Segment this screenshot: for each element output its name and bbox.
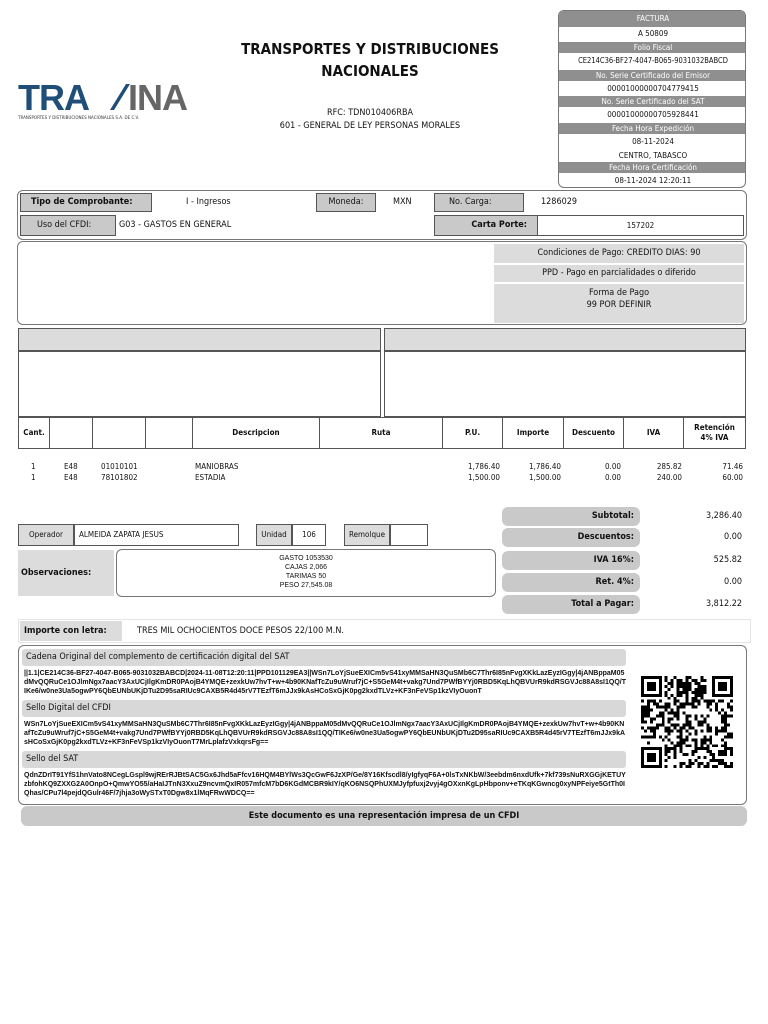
col-descuento: Descuento [564, 417, 624, 449]
cadena-original: ||1.1|CE214C36-BF27-4047-B065-9031032BABCD|2024-11-08T12:20:11|PPD101129EA3||WSn7LoYjSueEXICm5vS41xyMMSaHN3QuSMb6C7Thr6I85nFvgXKkLazEyzIGgy|4jANBppaM05dMvQQRuCe1OJlmNgx7aacY3AxUCjIlgKmDR0PAojB4YMQE+zexkUw7hvT+w+4b90KNafTcZu9uWruf7jC+S5GeM4t+vakg7Und7PWfBYYj0RBD5KqLhQBVUrR9kdRSGVJc88A8sI1QQ/TIKe6/w0ne3Ua5ogwPY6QbEUNbUKjDTu2D95saRIUc9CAXB5R4d45rV7TEzfT6mJJx9kAsHCoSxGjK0pg2kxdTLVz+KF3nFeVSp1kzVIyOuonT [24, 670, 626, 695]
subtotal-value: 3,286.40 [705, 511, 742, 521]
logo-subtitle: TRANSPORTES Y DISTRIBUCIONES NACIONALES S.A. DE C.V. [18, 116, 140, 121]
importe-letra-label: Importe con letra: [20, 621, 122, 641]
col-importe: Importe [503, 417, 564, 449]
rfc: RFC: TDN010406RBA [326, 108, 414, 118]
lugar-expedicion: CENTRO, TABASCO [618, 151, 688, 160]
destino-body [384, 351, 746, 417]
row1-pu: 1,786.40 [467, 462, 500, 471]
row2-unidad: E48 [64, 473, 78, 482]
observaciones-box: GASTO 1053530 CAJAS 2,066 TARIMAS 50 PESO 27,545.08 [116, 549, 496, 597]
row2-descuento: 0.00 [604, 473, 621, 482]
cert-emisor: 00001000000704779415 [607, 84, 699, 93]
iva-label: IVA 16%: [502, 551, 640, 570]
total-label: Total a Pagar: [502, 595, 640, 614]
svg-text:INA: INA [128, 80, 187, 114]
col-unidad [50, 417, 93, 449]
row1-importe: 1,786.40 [528, 462, 561, 471]
sello-sat-label: Sello del SAT [22, 751, 626, 768]
carga-value: 1286029 [541, 197, 578, 207]
factura-numero: A 50809 [637, 29, 669, 38]
row2-pu: 1,500.00 [467, 473, 500, 482]
factura-box: FACTURA A 50809 Folio Fiscal CE214C36-BF27-4047-B065-9031032BABCD No. Serie Certificado del Emisor 00001000000704779415 No. Serie Certificado del SAT 00001000000705928441 Fecha Hora Expedición 08-11-2024 CENTRO, TABASCO Fecha Hora Certificación 08-11-2024 12:20:11 [558, 10, 746, 188]
tipo-label: Tipo de Comprobante: [20, 193, 152, 212]
col-pu: P.U. [443, 417, 503, 449]
row1-iva: 285.82 [656, 462, 682, 471]
col-clave [93, 417, 146, 449]
tradina-logo-icon [18, 80, 196, 114]
moneda-label: Moneda: [316, 193, 376, 212]
col-blank-1 [146, 417, 193, 449]
row1-desc: MANIOBRAS [195, 462, 239, 471]
remolque-label: Remolque [344, 524, 390, 546]
operador-value: ALMEIDA ZAPATA JESUS [74, 524, 239, 546]
sello-cfdi-label: Sello Digital del CFDI [22, 700, 626, 717]
ret-value: 0.00 [723, 577, 742, 587]
regimen: 601 - GENERAL DE LEY PERSONAS MORALES [279, 121, 461, 131]
factura-title: FACTURA [559, 11, 746, 27]
destino-header [384, 328, 746, 351]
row1-ret: 71.46 [722, 462, 743, 471]
col-retencion: Retención 4% IVA [684, 417, 746, 449]
observaciones-label: Observaciones: [18, 550, 114, 596]
ret-label: Ret. 4%: [502, 573, 640, 592]
carta-value: 157202 [537, 215, 744, 236]
tipo-value: I - Ingresos [186, 197, 231, 207]
col-iva: IVA [624, 417, 684, 449]
total-value: 3,812.22 [705, 599, 742, 609]
row2-desc: ESTADIA [195, 473, 226, 482]
descuentos-value: 0.00 [723, 532, 742, 542]
row2-iva: 240.00 [656, 473, 682, 482]
importe-letra-row [18, 619, 751, 643]
uso-value: G03 - GASTOS EN GENERAL [119, 220, 232, 230]
condiciones-pago: Condiciones de Pago: CREDITO DIAS: 90 [494, 244, 744, 263]
company-fiscal [215, 107, 525, 133]
origen-header [18, 328, 381, 351]
folio-fiscal: CE214C36-BF27-4047-B065-9031032BABCD [578, 56, 728, 65]
sello-sat: QdnZDrIT91YfS1hnVato8NCegLGspl9wjRErRJBtSAC5Gx6Jhd5aFfcv16HQM4BYlWs3QcGwF6JzXP/Ge/8Y16Kfscdl8/yIgfyqF6A+0lsTxNKbW/3eebdm6nxdUfk+7kf739sNuRXGGjKETUYzbfohKQ9ZXXG2A0OnpO+QmwYO55/aHaIJTnN3XxuZ9ncvmQxIR057mfcM7bD6KGdMCBR9kIY/qKO6NSQPhUXMJyfpfuxj2vyj4gOXxnKgLpHbponv+eTKqKGwncg0xyNPFeiye5GtTh0IQhas/CPu7l4pejdQGulr46F/7jhja3oWySTxT0Dgw8x1lMqFRwWDCQ== [24, 772, 626, 797]
row1-clave: 01010101 [101, 462, 138, 471]
qr-code-graphic [641, 675, 733, 769]
iva-value: 525.82 [713, 555, 742, 565]
unidad-value: 106 [292, 524, 326, 546]
row1-unidad: E48 [64, 462, 78, 471]
company-logo [18, 80, 196, 122]
row2-ret: 60.00 [722, 473, 743, 482]
col-cant: Cant. [18, 417, 50, 449]
cert-sat: 00001000000705928441 [607, 110, 699, 119]
row1-descuento: 0.00 [604, 462, 621, 471]
fecha-expedicion: 08-11-2024 [632, 137, 674, 146]
descuentos-label: Descuentos: [502, 528, 640, 547]
row2-clave: 78101802 [101, 473, 138, 482]
col-descripcion: Descripcion [193, 417, 320, 449]
importe-letra-value: TRES MIL OCHOCIENTOS DOCE PESOS 22/100 M.N. [137, 626, 344, 636]
uso-label: Uso del CFDI: [20, 215, 116, 236]
footer-note: Este documento es una representación impresa de un CFDI [21, 806, 747, 826]
subtotal-label: Subtotal: [502, 507, 640, 526]
metodo-pago: PPD - Pago en parcialidades o diferido [494, 265, 744, 282]
svg-text:TRA: TRA [18, 80, 89, 114]
sello-cfdi: WSn7LoYjSueEXICm5vS41xyMMSaHN3QuSMb6C7Thr6I85nFvgXKkLazEyzIGgy|4jANBppaM05dMvQQRuCe1OJlmNgx7aacY3AxUCjIlgKmDR0PAojB4YMQE+zexkUw7hvT+w+4b90KNafTcZu9uWruf7jC+S5GeM4t+vakg7Und7PWfBYYj0RBD5KqLhQBVUrR9kdRSGVJc88A8sI1QQ/TIKe6/w0ne3Ua5ogwPY6QbEUNbUKjDTu2D95saRIUc9CAXB5R4d45rV7TEzfT6mJJx9kAsHCoSxGjK0pg2kxdTLVz+KF3nFeVSp1kzVIyOuonT7MrLplafzVxkqrsFg== [24, 721, 626, 746]
moneda-value: MXN [393, 197, 412, 207]
carta-label: Carta Porte: [434, 215, 538, 236]
cadena-label: Cadena Original del complemento de certificación digital del SAT [22, 649, 626, 666]
unidad-label: Unidad [256, 524, 292, 546]
remolque-value [390, 524, 428, 546]
fecha-certificacion: 08-11-2024 12:20:11 [614, 176, 692, 185]
qr-code-icon [641, 675, 733, 769]
operador-label: Operador [18, 524, 74, 546]
carga-label: No. Carga: [434, 193, 524, 212]
forma-pago: Forma de Pago 99 POR DEFINIR [494, 284, 744, 323]
row1-cant: 1 [31, 462, 36, 471]
col-ruta: Ruta [320, 417, 443, 449]
company-name: TRANSPORTES Y DISTRIBUCIONES NACIONALES [241, 40, 499, 80]
row2-cant: 1 [31, 473, 36, 482]
origen-body [18, 351, 381, 417]
row2-importe: 1,500.00 [528, 473, 561, 482]
